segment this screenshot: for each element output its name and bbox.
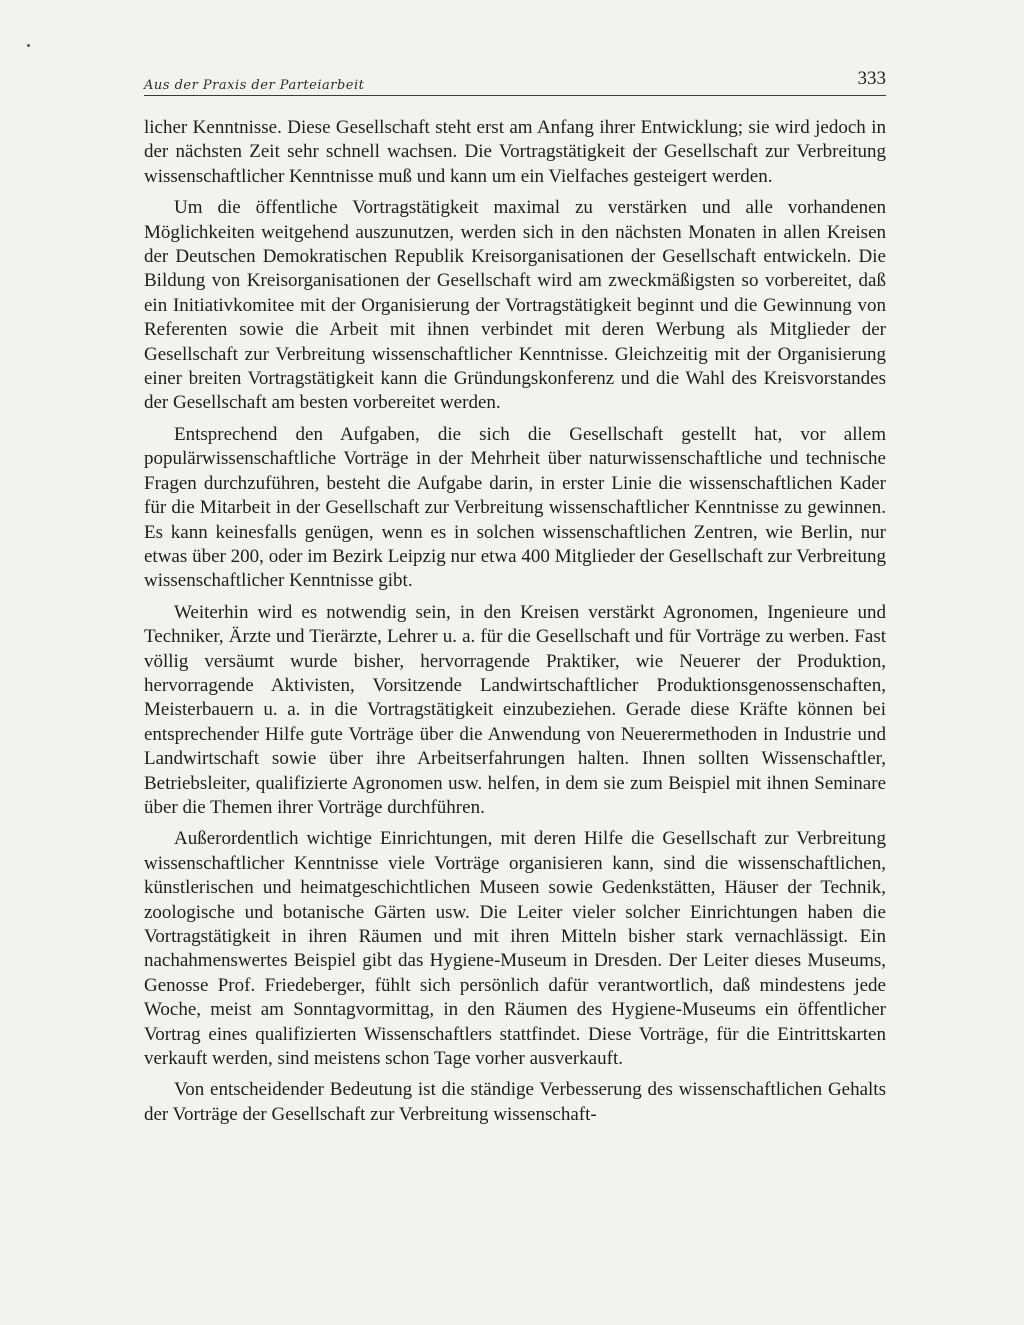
paragraph-2: Um die öffentliche Vortragstätigkeit maximal zu verstärken und alle vorhandenen Möglichkeiten weitgehend auszunutzen, werden sich in den nächsten Monaten in allen Kreisen der Deutschen Demokratischen Republik Kreisorganisationen der Gesellschaft entwickeln. Die Bildung von Kreisorganisationen der Gesellschaft wird am zweckmäßigsten so vorbereitet, daß ein Initiativkomitee mit der Organisierung der Vortragstätigkeit beginnt und die Gewinnung von Referenten sowie die Arbeit mit ihnen verbindet mit deren Werbung als Mitglieder der Gesellschaft zur Verbreitung wissenschaftlicher Kenntnisse. Gleichzeitig mit der Organisierung einer breiten Vortragstätigkeit kann die Gründungskonferenz und die Wahl des Kreisvorstandes der Gesellschaft am besten vorbereitet werden. (144, 197, 886, 414)
paragraph-5: Außerordentlich wichtige Einrichtungen, mit deren Hilfe die Gesellschaft zur Verbreitung wissenschaftlicher Kenntnisse viele Vorträge organisieren kann, sind die wissenschaftlichen, künstlerischen und heimatgeschichtlichen Museen sowie Gedenkstätten, Häuser der Technik, zoologische und botanische Gärten usw. Die Leiter vieler solcher Einrichtungen haben die Vortragstätigkeit in ihren Räumen und mit ihren Mitteln bisher stark vernachlässigt. Ein nachahmenswertes Beispiel gibt das Hygiene-Museum in Dresden. Der Leiter dieses Museums, Genosse Prof. Friedeberger, fühlt sich persönlich dafür verantwortlich, daß mindestens jede Woche, meist am Sonntagvormittag, in den Räumen des Hygiene-Museums ein öffentlicher Vortrag eines qualifizierten Wissenschaftlers stattfindet. Diese Vorträge, für die Eintrittskarten verkauft werden, sind meistens schon Tage vorher ausverkauft. (144, 828, 886, 1070)
header-rule (144, 95, 886, 96)
scan-speck (27, 44, 30, 47)
paragraph-4: Weiterhin wird es notwendig sein, in den Kreisen verstärkt Agronomen, Ingenieure und Techniker, Ärzte und Tierärzte, Lehrer u. a. für die Gesellschaft und für Vorträge zu werben. Fast völlig versäumt wurde bisher, hervorragende Praktiker, wie Neuerer der Produktion, hervorragende Aktivisten, Vorsitzende Landwirtschaftlicher Produktionsgenossenschaften, Meisterbauern u. a. in die Vortragstätigkeit einzubeziehen. Gerade diese Kräfte können bei entsprechender Hilfe gute Vorträge über die Anwendung von Neuerermethoden in Industrie und Landwirtschaft sowie über ihre Arbeitserfahrungen halten. Ihnen sollten Wissenschaftler, Betriebsleiter, qualifizierte Agronomen usw. helfen, in dem sie zum Beispiel mit ihnen Seminare über die Themen ihrer Vorträge durchführen. (144, 601, 886, 818)
page-header (144, 58, 886, 98)
paragraph-3: Entsprechend den Aufgaben, die sich die Gesellschaft gestellt hat, vor allem populärwissenschaftliche Vorträge in der Mehrheit über naturwissenschaftliche und technische Fragen durchzuführen, besteht die Aufgabe darin, in erster Linie die wissenschaftlichen Kader für die Mitarbeit in der Gesellschaft zur Verbreitung wissenschaftlicher Kenntnisse zu gewinnen. Es kann keinesfalls genügen, wenn es in solchen wissenschaftlichen Zentren, wie Berlin, nur etwas über 200, oder im Bezirk Leipzig nur etwa 400 Mitglieder der Gesellschaft zur Verbreitung wissenschaftlicher Kenntnisse gibt. (144, 423, 886, 592)
paragraph-6: Von entscheidender Bedeutung ist die ständige Verbesserung des wissenschaftlichen Gehalts der Vorträge der Gesellschaft zur Verbreitung wissenschaft- (144, 1079, 886, 1125)
page-number: 333 (857, 68, 886, 89)
body-text (144, 116, 886, 1134)
paragraph-1: licher Kenntnisse. Diese Gesellschaft steht erst am Anfang ihrer Entwicklung; sie wird jedoch in der nächsten Zeit sehr schnell wachsen. Die Vortragstätigkeit der Gesellschaft zur Verbreitung wissenschaftlicher Kenntnisse muß und kann um ein Vielfaches gesteigert werden. (144, 117, 886, 187)
running-head: Aus der Praxis der Parteiarbeit (144, 78, 365, 93)
